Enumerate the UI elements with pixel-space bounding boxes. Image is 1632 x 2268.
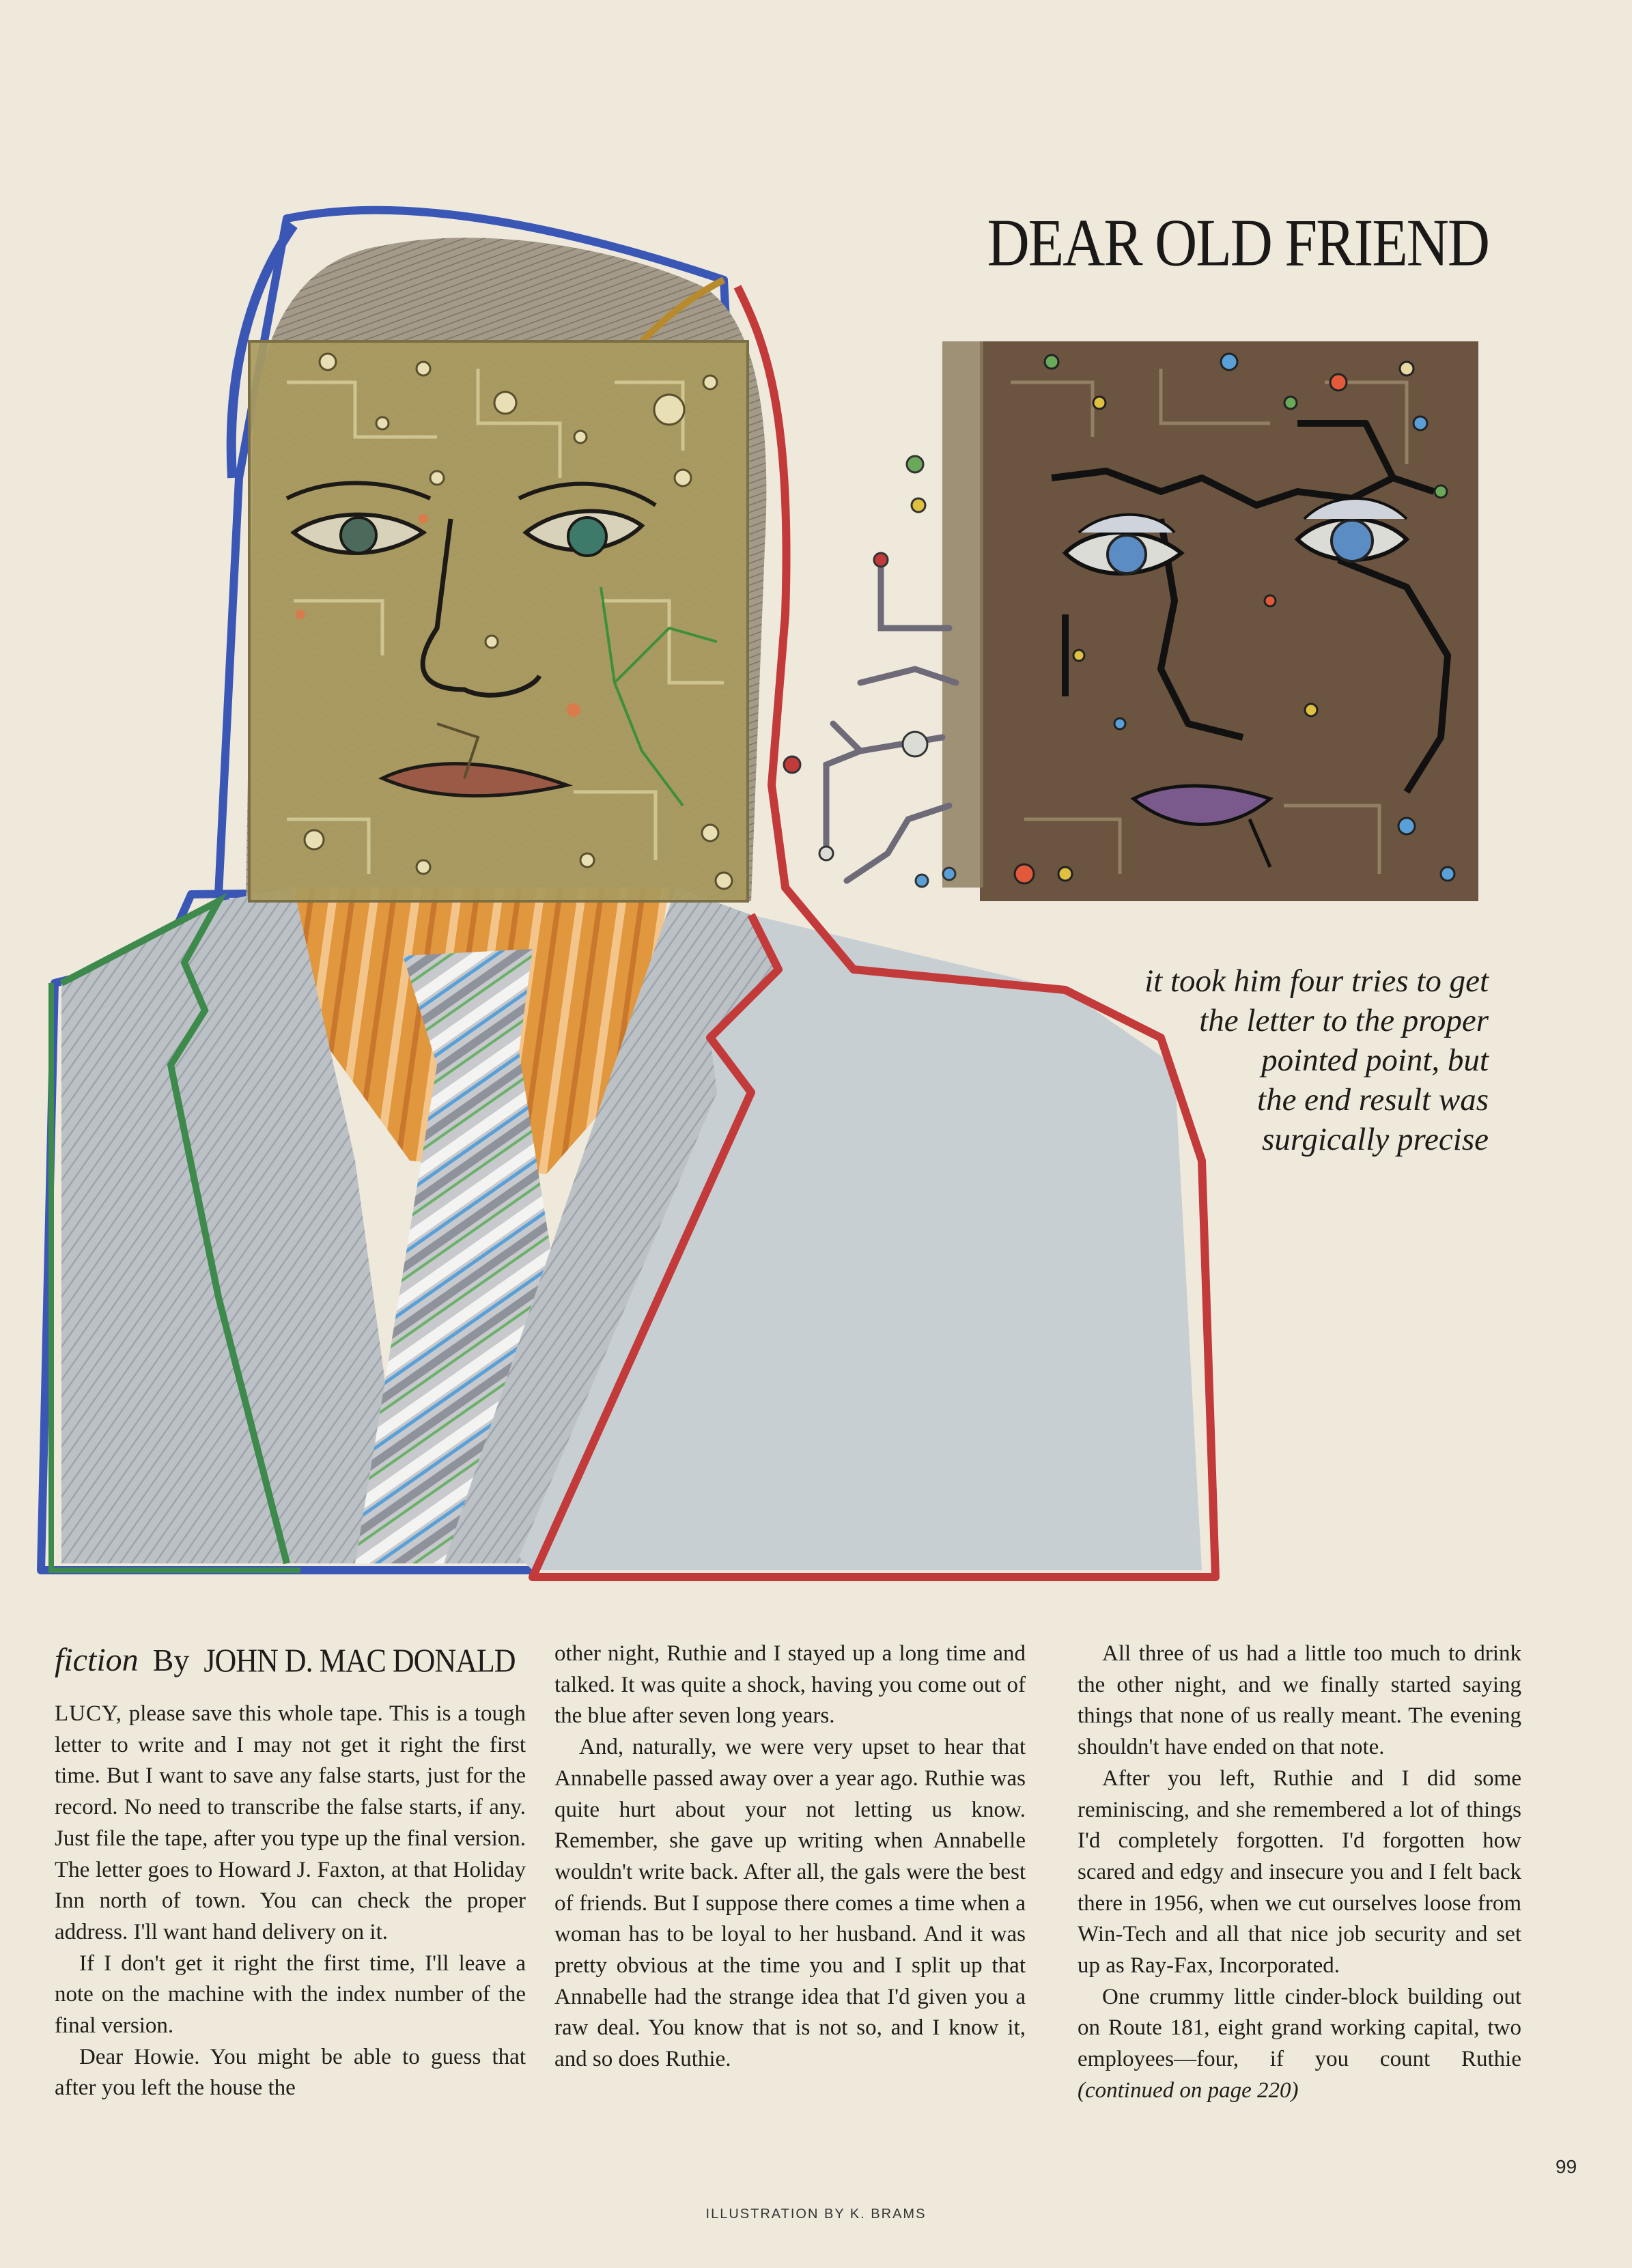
paragraph: All three of us had a little too much to drink the other night, and we finally started saying things that none of us really meant. The evening shouldn't have ended on that note.	[1078, 1641, 1521, 1760]
section-label: fiction	[55, 1642, 139, 1678]
deck-line: pointed point, but	[1261, 1043, 1489, 1078]
circuit-face-right	[942, 341, 1478, 901]
continued-note: (continued on page 220)	[1078, 2078, 1299, 2103]
page-number: 99	[1556, 2156, 1577, 2177]
byline-by: By	[152, 1643, 190, 1677]
text-column-1	[55, 1699, 526, 2104]
story-title: DEAR OLD FRIEND	[987, 204, 1489, 281]
deck-line: surgically precise	[1262, 1122, 1489, 1157]
deck-line: the letter to the proper	[1199, 1003, 1489, 1038]
paragraph-text: One crummy little cinder-block building out on Route 181, eight grand working capital, two employees—four, if you count Ruthie	[1078, 1984, 1521, 2072]
circuit-face-left	[249, 341, 748, 901]
paragraph: other night, Ruthie and I stayed up a long time and talked. It was quite a shock, having you come out of the blue after seven long years.	[554, 1641, 1026, 1729]
circuit-wires	[826, 560, 956, 881]
lead-word: LUCY,	[55, 1701, 122, 1726]
story-deck	[942, 961, 1489, 1159]
paragraph: If I don't get it right the first time, I'll leave a note on the machine with the index number of the final version.	[55, 1951, 526, 2039]
author-name: JOHN D. MAC DONALD	[203, 1642, 516, 1679]
deck-line: it took him four tries to get	[1144, 963, 1489, 999]
paragraph: Dear Howie. You might be able to guess that after you left the house the	[55, 2044, 526, 2101]
paragraph: After you left, Ruthie and I did some reminiscing, and she remembered a lot of things I'd completely forgotten. I'd forgotten how scared and edgy and insecure you and I felt back there in 1956, when we cut ourselves loose from Win-Tech and all that nice job security and set up as Ray-Fax, Incorporated.	[1078, 1766, 1521, 1979]
paragraph	[55, 1699, 526, 1948]
deck-line: the end result was	[1257, 1082, 1489, 1118]
paragraph	[1078, 1982, 1521, 2107]
byline	[55, 1639, 533, 1682]
paragraph-text: please save this whole tape. This is a tough letter to write and I may not get it right the first time. But I want to save any false starts, just for the record. No need to transcribe the false starts, if any. Just file the tape, after you type up the final version. The letter goes to Howard J. Faxton, at that Holiday Inn north of town. You can check the proper address. I'll want hand delivery on it.	[55, 1701, 526, 1944]
illustration-credit: ILLUSTRATION BY K. BRAMS	[705, 2207, 927, 2222]
text-column-2	[554, 1639, 1026, 2075]
paragraph: And, naturally, we were very upset to hear that Annabelle passed away over a year ago. Ruthie was quite hurt about your not letting us know. Remember, she gave up writing when Annabelle wouldn't write back. After all, the gals were the best of friends. But I suppose there comes a time when a woman has to be loyal to her husband. And it was pretty obvious at the time you and I split up that Annabelle had the strange idea that I'd given you a raw deal. You know that is not so, and I know it, and so does Ruthie.	[554, 1735, 1026, 2072]
text-column-3	[1078, 1639, 1521, 2107]
